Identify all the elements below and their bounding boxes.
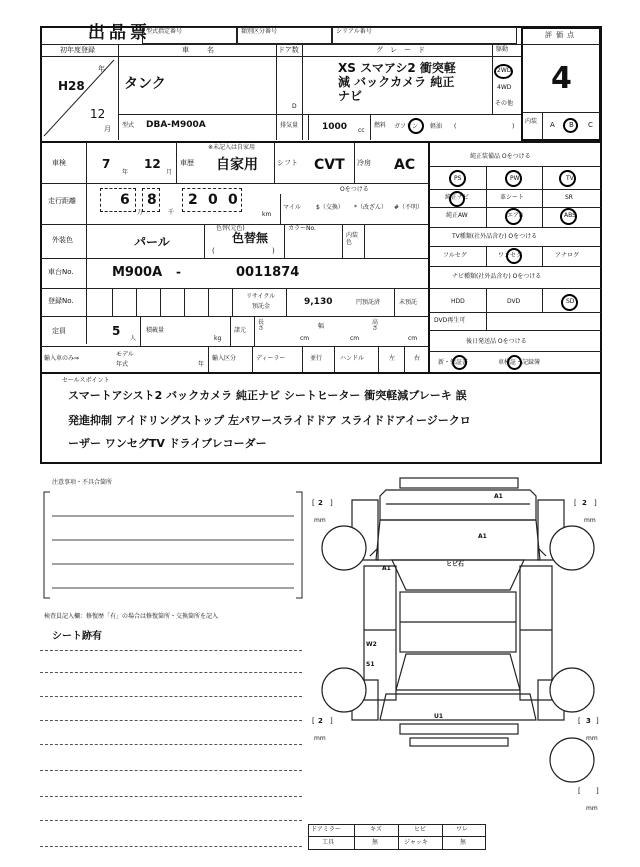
first-reg-month: 12 [90,107,106,121]
mileage-label: 走行距離 [48,197,76,205]
load-label: 積載量 [146,327,165,334]
drive-label: 駆動 [496,46,509,53]
mileage-km-unit: km [262,211,272,218]
drive-4wd: 4WD [497,84,512,91]
inspector-note: シート跡有 [52,631,102,642]
equip-pw: PW [510,175,520,182]
shaken-label: 車検 [52,159,66,167]
category-number-label: 類別区分番号 [241,28,278,35]
equip-navi: 純正ナビ [445,194,470,201]
color-change-value: 色替無 [232,231,269,245]
displacement-label: 排気量 [280,122,299,129]
fuel-paren-open: ( [454,123,457,130]
ac-label: 冷房 [357,159,371,167]
tire-tl-bracket-close: ] [330,499,333,507]
type-designation-label: 型式指定番号 [146,28,183,35]
tire-br-tread: 3 [586,717,591,725]
selling-points-line3: ーザー ワンセグTV ドライブレコーダー [68,437,267,450]
color-no-label: カラーNo. [288,225,316,232]
shift-value: CVT [314,157,345,173]
grade-line2: 減 バックカメラ 純正 [338,75,455,89]
tv-type-title: TV種類(社外品含む) Oをつける [452,233,538,240]
recycle-amount: 9,130 [304,297,333,307]
tire-tr-bracket-close: ] [594,499,597,507]
mileage-digit-5: 0 [228,192,238,208]
equip-ps: PS [454,175,462,182]
drive-2wd: 2WD [497,67,512,74]
doors-unit: D [292,103,297,110]
tire-bl-tread: 2 [318,717,323,725]
import-dealer: ディーラー [256,355,286,362]
navi-sd: SD [566,298,575,305]
grade-label: グレード [376,46,432,54]
equip-aw: 純正AW [446,212,468,219]
history-value: 自家用 [216,157,258,173]
mark-a1-door: A1 [382,565,391,572]
recycle-unpaid: 未預託 [399,299,418,306]
inspector-label: 検査員記入欄：修復歴「有」の場合は修復箇所・交換箇所を記入 [44,613,219,620]
meter-unknown: #（不明） [394,204,424,211]
import-parallel: 並行 [310,355,323,362]
shaken-month: 12 [144,157,161,171]
model-type: DBA-M900A [146,120,206,130]
load-kg-unit: kg [214,335,222,342]
equip-sr: SR [565,194,573,201]
history-note: ※未記入は自家用 [208,144,256,151]
tire-br-mm: mm [586,735,598,742]
capacity-label: 定員 [52,327,66,335]
dims-label: 諸元 [234,327,247,334]
doors-label: ドア数 [278,46,299,54]
first-reg-year-unit: 年 [98,65,105,73]
fuel-label: 燃料 [374,122,387,129]
car-name-label: 車名 [182,46,232,54]
tire-tl-mm: mm [314,517,326,524]
navi-hdd: HDD [451,298,465,305]
legend-value-tools: 工具 [322,839,335,846]
first-reg-era: H28 [58,79,85,93]
chassis-dash: - [176,265,181,279]
height-label: 高さ [372,319,379,332]
tire-spare-bracket-open: [ [578,787,581,795]
shaken-year-unit: 年 [122,169,129,176]
equip-abs: ABS [564,212,576,219]
drive-other: その他 [495,100,514,107]
mileage-digit-1: 6 [120,192,130,208]
tire-bl-bracket-close: ] [330,717,333,725]
mile-label: マイル [283,204,301,211]
tire-br-bracket-close: ] [596,717,599,725]
model-year-unit: 年 [198,361,205,368]
exterior-color: パール [134,235,170,249]
grade-line1: XS スマアシ2 衝突軽 [338,61,456,75]
width-cm-unit: cm [350,335,360,342]
tire-tr-tread: 2 [582,499,587,507]
tire-bl-mm: mm [314,735,326,742]
mark-a1-bumper: A1 [494,493,503,500]
equip-airbag: エアB [507,212,524,219]
displacement-unit: cc [358,127,365,134]
color-paren-close: ) [272,247,275,255]
import-only-label: 輸入車のみ⇒ [44,355,80,362]
mileage-man-unit: 万 [137,209,144,216]
tire-bl-bracket-open: [ [312,717,315,725]
score-label: 評価点 [545,31,578,39]
handle-left: 左 [389,355,396,362]
score-value: 4 [551,61,572,96]
equip-tv: TV [566,175,574,182]
tire-br-bracket-open: [ [578,717,581,725]
exterior-label: 外装色 [52,236,73,244]
navi-dvd: DVD [507,298,521,305]
displacement-value: 1000 [322,122,348,132]
selling-points-line2: 発進抑制 アイドリングストップ 左パワースライドドア スライドドアイージークロ [68,414,471,427]
form-title: 出品票 [88,23,151,43]
tire-spare-mm: mm [586,805,598,812]
mileage-digit-2: 8 [147,192,157,208]
tire-tl-bracket-open: [ [312,499,315,507]
ac-value: AC [394,157,416,173]
mileage-sen-unit: 千 [168,209,175,216]
tire-tr-mm: mm [584,517,596,524]
chassis-prefix: M900A [112,265,163,280]
mark-a1-fender: A1 [478,533,487,540]
selling-points-label: セールスポイント [62,377,110,384]
capacity-unit: 人 [130,335,137,342]
grade-line3: ナビ [338,89,363,103]
first-reg-label: 初年度登録 [60,46,95,54]
car-name: タンク [124,76,166,92]
color-paren-open: ( [212,247,215,255]
tv-fullseg: フルセグ [443,252,467,259]
serial-number-label: シリアル番号 [336,28,372,35]
navi-dvd-play: DVD再生可 [434,317,466,324]
equipment-title: 純正装備品 Oをつける [470,153,531,160]
legend-header-break: ワレ [456,826,469,833]
interior-grade-a: A [550,121,555,129]
mark-u1: U1 [434,713,444,720]
shaken-month-unit: 月 [166,169,173,176]
fuel-gasoline: ガソリン [394,123,419,130]
later-check-book: 車検証・記録簿 [498,359,541,366]
interior-grade-b: B [569,121,574,129]
legend-value-jack: ジャッキ [404,839,428,846]
mark-windshield-chip: ヒビ石 [446,561,465,568]
mileage-digit-3: 2 [188,192,198,208]
legend-value-break: 無 [460,839,467,846]
meter-tampered: *（改ざん） [354,204,388,211]
interior-grade-label: 内装 [525,118,538,125]
handle-right: 右 [414,355,421,362]
mileage-digit-4: 0 [208,192,218,208]
legend-header-mirror: ドアミラー [311,826,341,833]
height-cm-unit: cm [408,335,418,342]
width-label: 幅 [318,323,325,330]
shift-label: シフト [277,159,298,167]
tv-oneseg: ワンセグ [498,252,523,259]
meter-exchanged: $（交換） [316,204,344,211]
recycle-label-2: 預託金 [252,303,271,310]
shaken-year: 7 [102,157,111,171]
mark-w2: W2 [366,641,377,648]
tire-spare-bracket-close: ] [596,787,599,795]
length-label: 長さ [258,319,265,332]
fuel-diesel: 軽油 [430,123,443,130]
tv-analog: アナログ [555,252,580,259]
meter-circle-note: Oをつける [340,186,369,193]
chassis-label: 車台No. [48,268,74,276]
length-cm-unit: cm [300,335,310,342]
first-reg-month-unit: 月 [104,125,111,133]
tire-tr-bracket-open: [ [574,499,577,507]
equip-leather: 革シート [500,194,525,201]
import-category-label: 輸入区分 [212,355,237,362]
notes-label: 注意事項・不具合箇所 [52,479,113,486]
capacity-value: 5 [112,324,121,338]
reg-no-label: 登録No. [48,297,74,305]
fuel-paren-close: ) [512,123,515,130]
tire-tl-tread: 2 [318,499,323,507]
navi-type-title: ナビ種類(社外品含む) Oをつける [452,273,542,280]
legend-header-scratch: キズ [370,826,382,833]
selling-points-line1: スマートアシスト2 バックカメラ 純正ナビ シートヒーター 衝突軽減ブレーキ 誤 [68,389,467,402]
handle-label: ハンドル [340,355,365,362]
interior-grade-c: C [588,121,593,129]
legend-header-crack: ヒビ [414,826,427,833]
model-year-label-2: 年式 [116,361,129,368]
later-items-title: 後日発送品 Oをつける [466,338,527,345]
mark-s1: S1 [366,661,375,668]
recycle-unit: 円預託済 [356,299,381,306]
chassis-number: 0011874 [236,265,300,280]
color-change-label: 色替(元色) [216,225,245,232]
model-year-label-1: モデル [116,351,134,358]
interior-color-label: 内装色 [346,232,359,247]
history-label: 車歴 [180,159,194,167]
later-manual: 新・保証書 [438,359,469,366]
model-type-label: 型式 [122,122,135,129]
legend-value-scratch: 無 [372,839,379,846]
recycle-label-1: リサイクル [246,293,276,300]
